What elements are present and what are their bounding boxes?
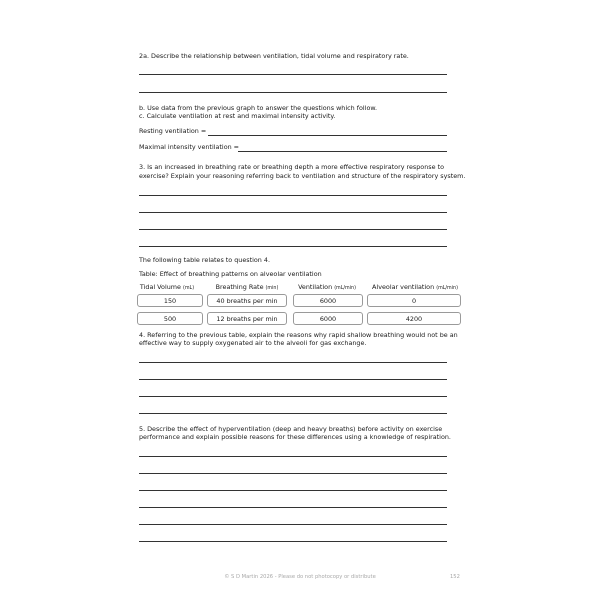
table-cell: 500	[137, 312, 203, 325]
answer-line	[139, 379, 447, 380]
table-cell: 0	[367, 294, 461, 307]
table-cell: 6000	[293, 294, 363, 307]
answer-line	[139, 507, 447, 508]
table-intro: The following table relates to question 4.	[139, 256, 270, 264]
answer-line	[139, 541, 447, 542]
resting-ventilation-label: Resting ventilation =	[139, 127, 207, 135]
answer-line	[139, 396, 447, 397]
answer-line	[139, 473, 447, 474]
table-cell: 40 breaths per min	[207, 294, 287, 307]
table-caption: Table: Effect of breathing patterns on alveolar ventilation	[139, 270, 322, 278]
answer-line	[139, 456, 447, 457]
header-breathing-rate: Breathing Rate (min)	[215, 283, 279, 291]
answer-line	[139, 195, 447, 196]
answer-line	[139, 246, 447, 247]
answer-line	[139, 362, 447, 363]
table-cell: 4200	[367, 312, 461, 325]
table-header	[137, 283, 463, 293]
answer-line	[139, 212, 447, 213]
header-ventilation: Ventilation (mL/min)	[298, 283, 356, 291]
answer-line	[139, 524, 447, 525]
table-cell: 6000	[293, 312, 363, 325]
header-tidal-volume: Tidal Volume (mL)	[139, 283, 195, 291]
answer-line	[139, 490, 447, 491]
question-5-line1: 5. Describe the effect of hyperventilation (deep and heavy breaths) before activity on exercise	[139, 425, 443, 433]
page-number: 152	[450, 574, 460, 580]
header-alveolar-ventilation: Alveolar ventilation (mL/min)	[372, 283, 458, 291]
answer-line	[139, 92, 447, 93]
table-row	[137, 294, 463, 311]
question-2b: b. Use data from the previous graph to answer the questions which follow.	[139, 104, 378, 112]
question-2c: c. Calculate ventilation at rest and maximal intensity activity.	[139, 112, 336, 120]
table-cell: 12 breaths per min	[207, 312, 287, 325]
question-4-line1: 4. Referring to the previous table, explain the reasons why rapid shallow breathing would not be an	[139, 331, 458, 339]
table-cell: 150	[137, 294, 203, 307]
maximal-answer-line	[238, 151, 447, 152]
copyright-footer: © S D Martin 2026 - Please do not photocopy or distribute	[224, 574, 376, 580]
answer-line	[139, 229, 447, 230]
alveolar-ventilation-table	[137, 283, 463, 329]
question-2a: 2a. Describe the relationship between ventilation, tidal volume and respiratory rate.	[139, 52, 409, 60]
question-3-line1: 3. Is an increased in breathing rate or breathing depth a more effective respiratory response to	[139, 163, 444, 171]
question-5-line2: performance and explain possible reasons for these differences using a knowledge of respiration.	[139, 433, 451, 441]
resting-answer-line	[208, 135, 447, 136]
maximal-ventilation-label: Maximal intensity ventilation =	[139, 143, 240, 151]
question-3-line2: exercise? Explain your reasoning referring back to ventilation and structure of the respiratory system.	[139, 172, 466, 180]
question-4-line2: effective way to supply oxygenated air to the alveoli for gas exchange.	[139, 339, 367, 347]
answer-line	[139, 413, 447, 414]
table-row	[137, 312, 463, 329]
answer-line	[139, 74, 447, 75]
